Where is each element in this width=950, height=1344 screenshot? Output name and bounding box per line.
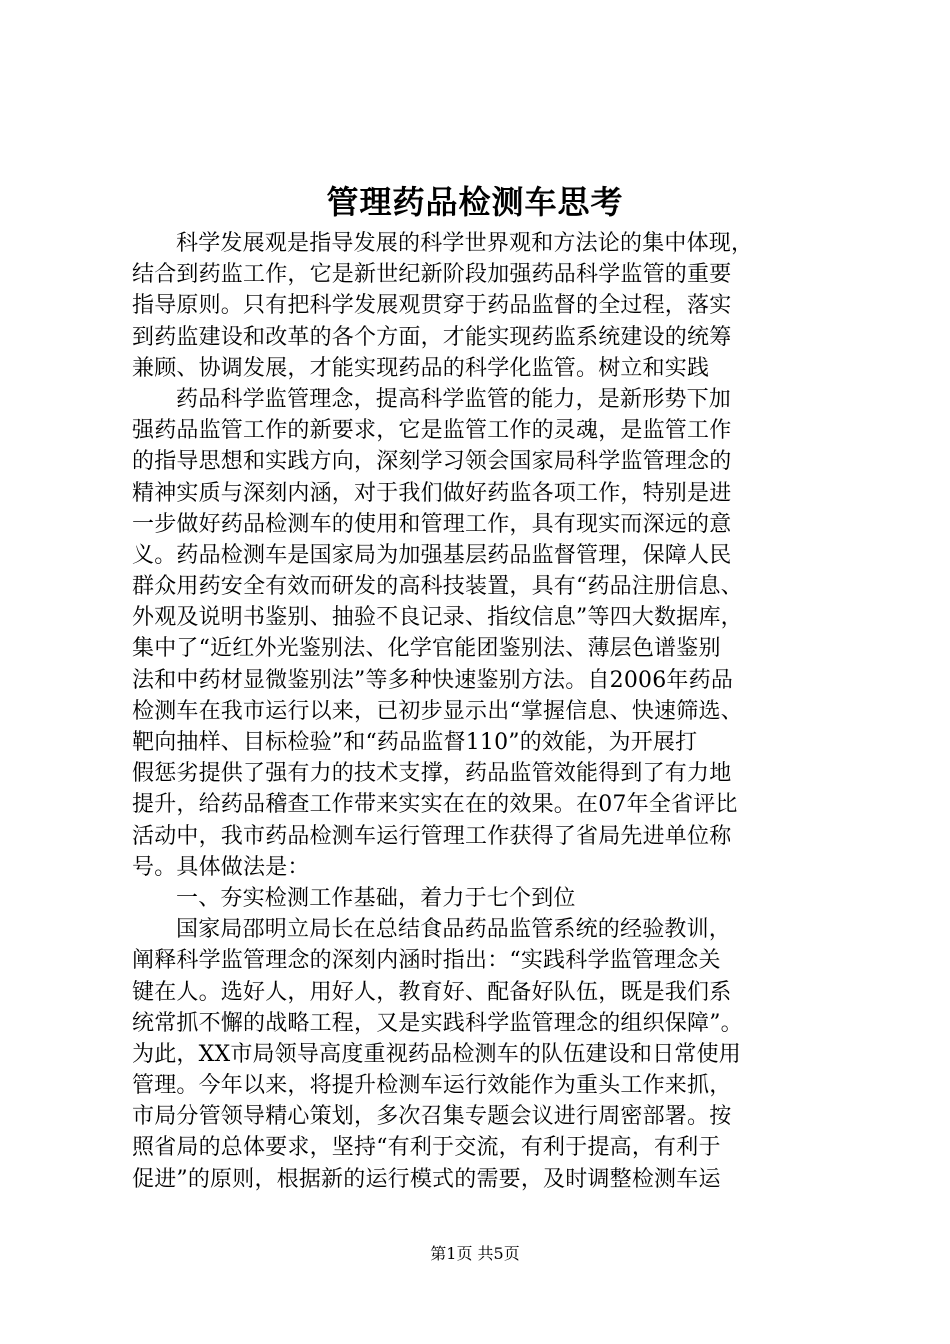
body-line: 照省局的总体要求，坚持“有利于交流，有利于提高，有利于 <box>132 1135 721 1161</box>
body-line: 集中了“近红外光鉴别法、化学官能团鉴别法、薄层色谱鉴别 <box>132 636 721 662</box>
body-line: 靶向抽样、目标检验”和“药品监督110”的效能，为开展打 <box>132 730 698 755</box>
body-line: 的指导思想和实践方向，深刻学习领会国家局科学监管理念的 <box>132 449 732 475</box>
body-line: 阐释科学监管理念的深刻内涵时指出：“实践科学监管理念关 <box>132 948 721 974</box>
body-line: 为此，XX市局领导高度重视药品检测车的队伍建设和日常使用 <box>132 1041 741 1067</box>
body-line: 管理。今年以来，将提升检测车运行效能作为重头工作来抓， <box>132 1073 732 1099</box>
body-line: 义。药品检测车是国家局为加强基层药品监督管理，保障人民 <box>132 542 732 568</box>
body-line: 活动中，我市药品检测车运行管理工作获得了省局先进单位称 <box>132 823 732 849</box>
body-line: 一步做好药品检测车的使用和管理工作，具有现实而深远的意 <box>132 511 732 537</box>
body-line: 结合到药监工作，它是新世纪新阶段加强药品科学监管的重要 <box>132 262 732 288</box>
body-line: 假惩劣提供了强有力的技术支撑，药品监管效能得到了有力地 <box>132 761 732 787</box>
body-line: 药品科学监管理念，提高科学监管的能力，是新形势下加 <box>176 386 732 412</box>
body-line: 国家局邵明立局长在总结食品药品监管系统的经验教训， <box>176 917 732 943</box>
body-line: 精神实质与深刻内涵，对于我们做好药监各项工作，特别是进 <box>132 480 732 506</box>
body-line: 兼顾、协调发展，才能实现药品的科学化监管。树立和实践 <box>132 355 710 381</box>
page-footer: 第1页 共5页 <box>430 1244 520 1263</box>
document-title: 管理药品检测车思考 <box>326 183 624 221</box>
body-line: 强药品监管工作的新要求，它是监管工作的灵魂，是监管工作 <box>132 418 732 444</box>
body-line: 指导原则。只有把科学发展观贯穿于药品监督的全过程，落实 <box>132 293 732 319</box>
body-line: 统常抓不懈的战略工程，又是实践科学监管理念的组织保障”。 <box>132 1010 743 1036</box>
body-line: 提升，给药品稽查工作带来实实在在的效果。在07年全省评比 <box>132 792 738 818</box>
body-line: 促进”的原则，根据新的运行模式的需要，及时调整检测车运 <box>132 1166 721 1192</box>
section-heading: 一、夯实检测工作基础，着力于七个到位 <box>176 885 576 911</box>
body-line: 法和中药材显微鉴别法”等多种快速鉴别方法。自2006年药品 <box>132 667 734 693</box>
body-line: 到药监建设和改革的各个方面，才能实现药监系统建设的统筹 <box>132 324 732 350</box>
body-line: 群众用药安全有效而研发的高科技装置，具有“药品注册信息、 <box>132 574 743 600</box>
body-line: 键在人。选好人，用好人，教育好、配备好队伍，既是我们系 <box>132 979 732 1005</box>
body-line: 外观及说明书鉴别、抽验不良记录、指纹信息”等四大数据库， <box>132 605 743 631</box>
document-body <box>132 228 832 1195</box>
body-line: 检测车在我市运行以来，已初步显示出“掌握信息、快速筛选、 <box>132 698 743 724</box>
body-line: 市局分管领导精心策划，多次召集专题会议进行周密部署。按 <box>132 1104 732 1130</box>
body-line: 号。具体做法是： <box>132 854 310 880</box>
body-line: 科学发展观是指导发展的科学世界观和方法论的集中体现， <box>176 231 754 256</box>
